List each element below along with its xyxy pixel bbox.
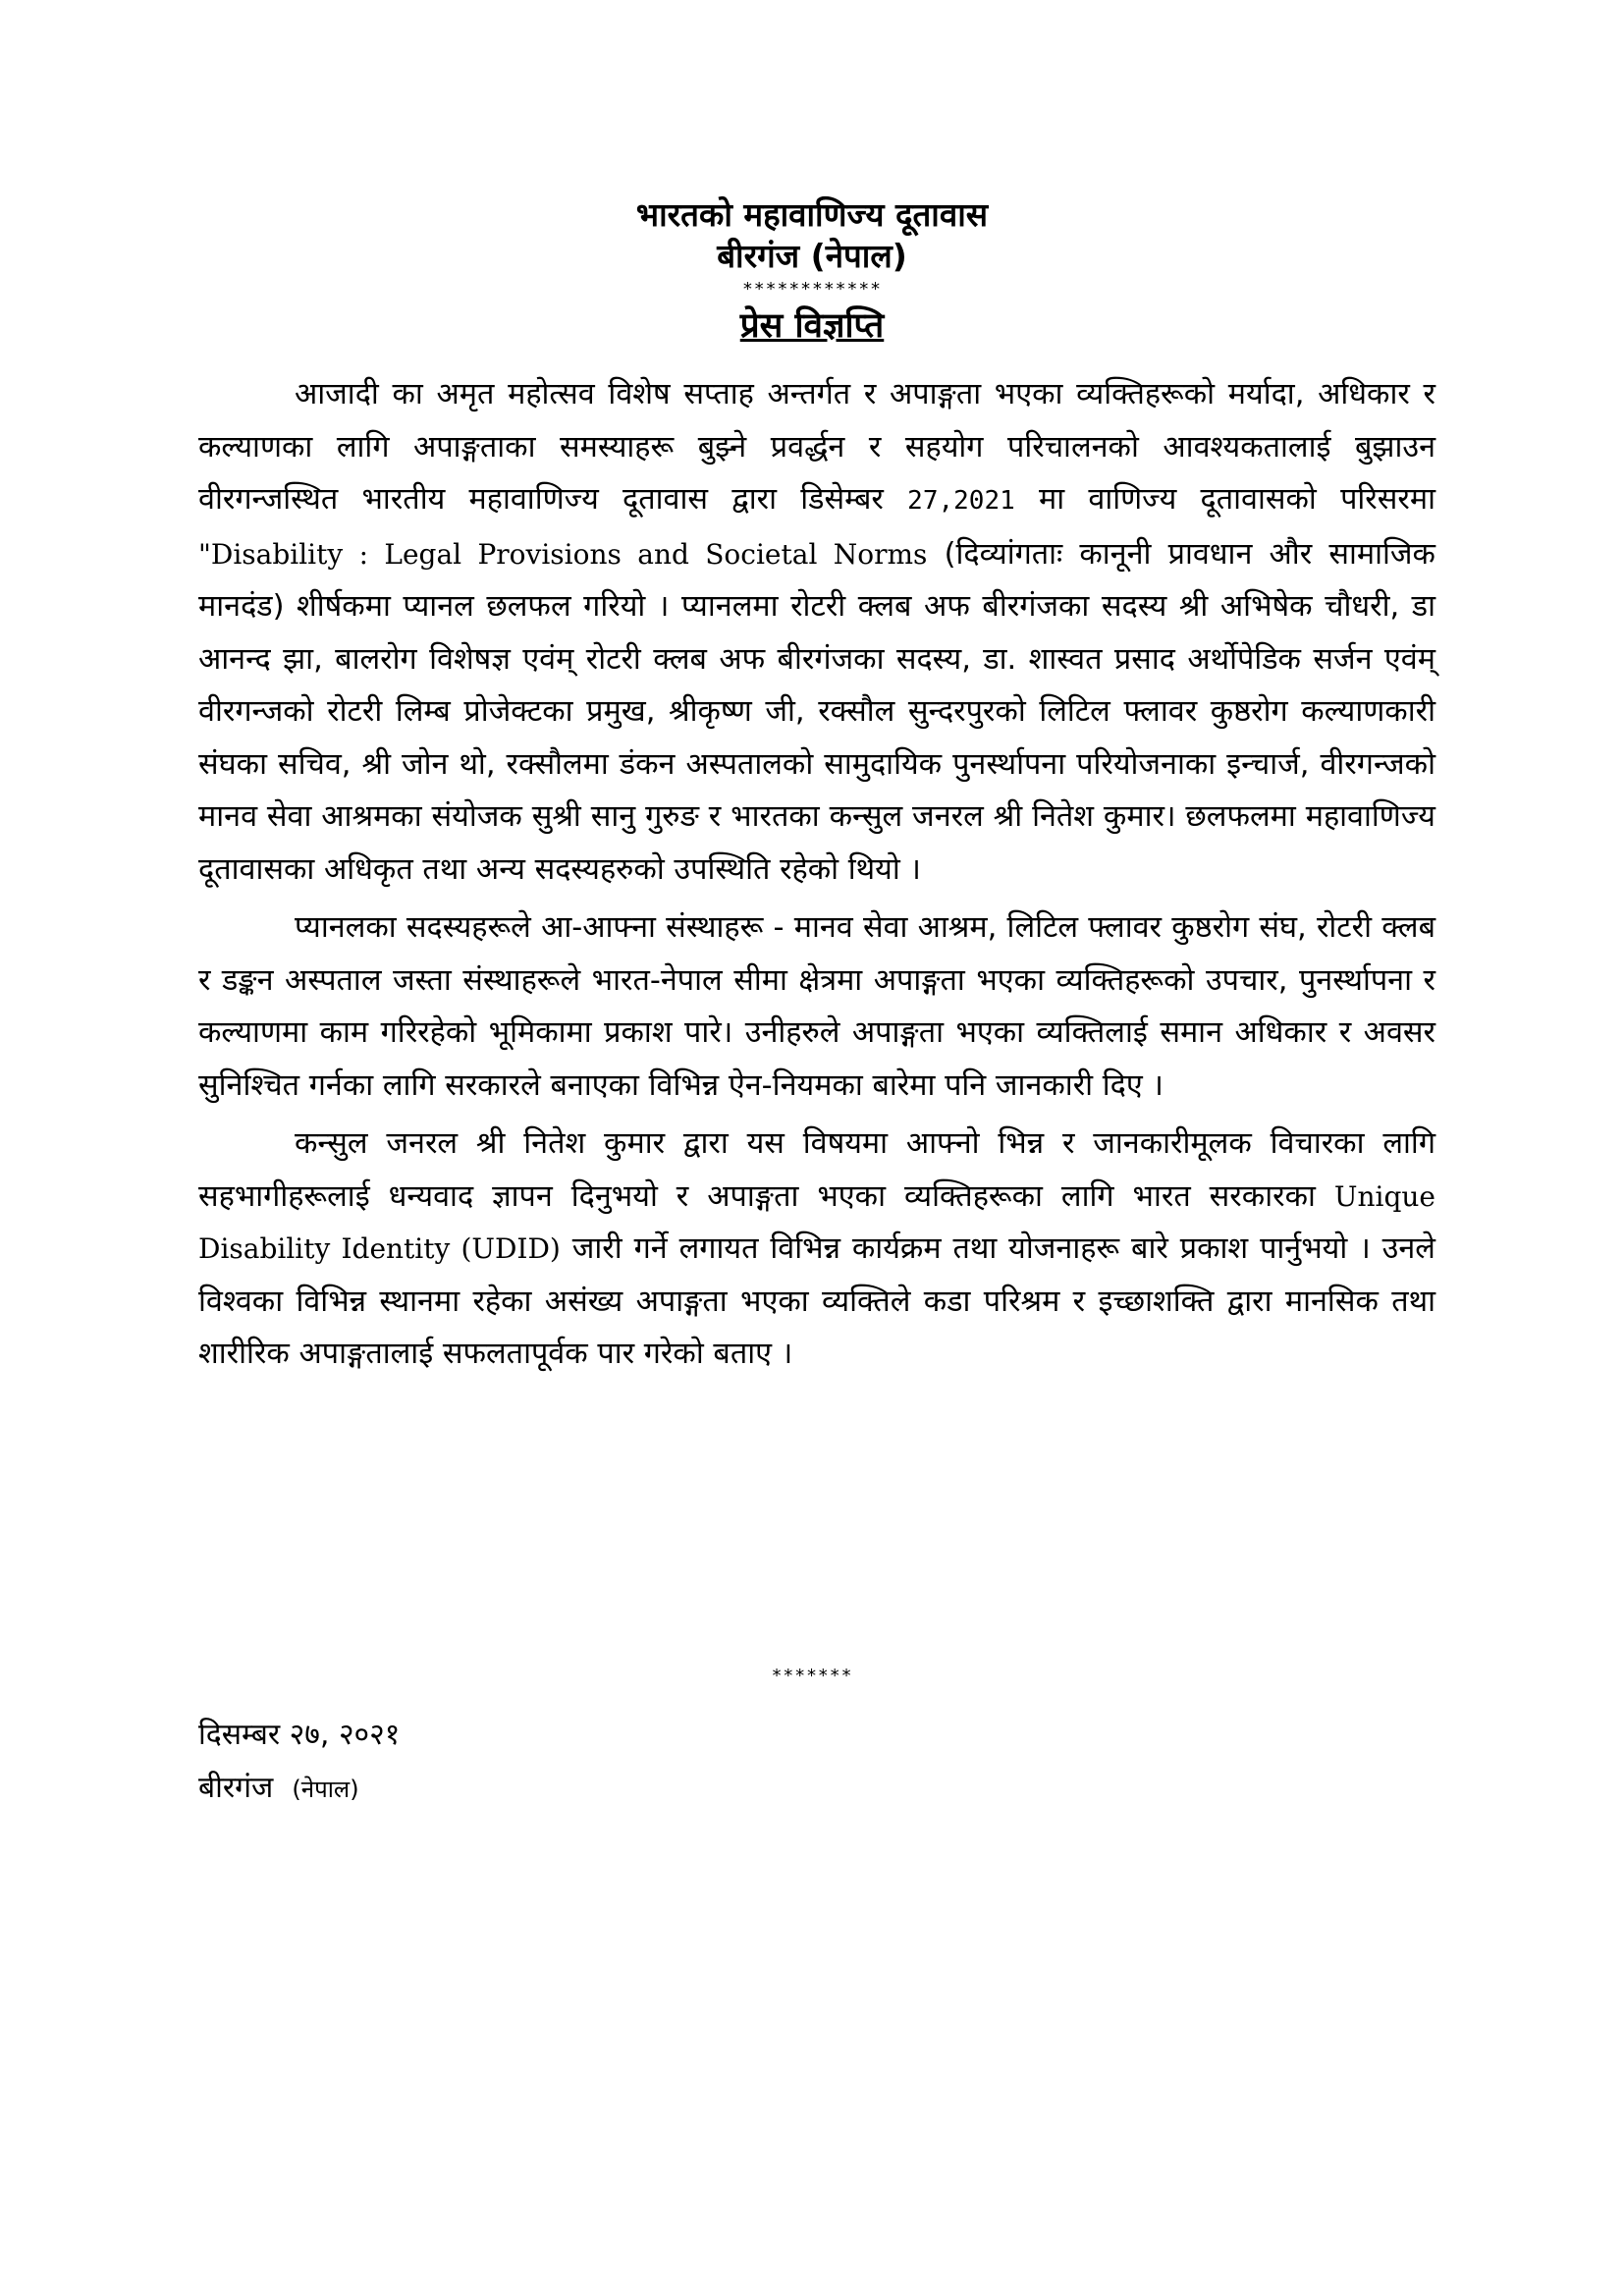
paragraph-2: प्यानलका सदस्यहरूले आ-आफ्ना संस्थाहरू - मानव सेवा आश्रम, लिटिल फ्लावर कुष्ठरोग संघ, रोटरी क्लब र डङ्कन अस्पताल जस्ता संस्थाहरूले भारत-नेपाल सीमा क्षेत्रमा अपाङ्गता भएका व्यक्तिहरूको उपचार, पुनर्स्थापना र कल्याणमा काम गरिरहेको भूमिकामा प्रकाश पारे। उनीहरुले अपाङ्गता भएका व्यक्तिलाई समान अधिकार र अवसर सुनिश्चित गर्नका लागि सरकारले बनाएका विभिन्न ऐन-नियमका बारेमा पनि जानकारी दिए ।: [198, 910, 1435, 1103]
footer-place-main: बीरगंज: [198, 1771, 274, 1805]
paragraph-1-intro: आजादी का अमृत महोत्सव विशेष सप्ताह अन्तर्गत र अपाङ्गता भएका व्यक्तिहरूको मर्यादा, अधिकार र कल्याणका लागि अपाङ्गताका समस्याहरू बुझ्ने प्रवर्द्धन र सहयोग परिचालनको आवश्यकतालाई बुझाउन वीरगन्जस्थित भारतीय महावाणिज्य दूतावास द्वारा डिसेम्बर: [198, 377, 1435, 517]
paragraph-1-venue: मा वाणिज्य दूतावासको परिसरमा: [1039, 482, 1436, 517]
event-date: 27,2021: [907, 486, 1015, 516]
udid-name: Unique Disability Identity (UDID): [198, 1179, 1435, 1265]
closing-separator: *******: [771, 1666, 853, 1686]
panel-topic: "Disability : Legal Provisions and Societal Norms: [198, 537, 928, 571]
footer-date: दिसम्बर २७, २०२१: [198, 1718, 401, 1752]
paragraph-3-details: जारी गर्ने लगायत विभिन्न कार्यक्रम तथा योजनाहरू बारे प्रकाश पार्नुभयो । उनले विश्वका विभिन्न स्थानमा रहेका असंख्य अपाङ्गता भएका व्यक्तिले कडा परिश्रम र इच्छाशक्ति द्वारा मानसिक तथा शारीरिक अपाङ्गतालाई सफलतापूर्वक पार गरेको बताए ।: [198, 1231, 1435, 1371]
footer-place: [198, 1762, 400, 1816]
document-header: [0, 194, 1624, 350]
press-release-title: प्रेस विज्ञप्ति: [739, 306, 885, 346]
press-release-body: [198, 368, 1435, 1387]
header-separator: ************: [741, 279, 883, 300]
paragraph-1: [198, 368, 1435, 896]
consulate-location: बीरगंज (नेपाल): [717, 237, 907, 275]
document-footer: [198, 1709, 400, 1816]
consulate-name: भारतको महावाणिज्य दूतावास: [635, 195, 989, 234]
footer-place-country: (नेपाल): [292, 1776, 359, 1803]
paragraph-1-details: (दिव्यांगताः कानूनी प्रावधान और सामाजिक मानदंड) शीर्षकमा प्यानल छलफल गरियो । प्यानलमा रोटरी क्लब अफ बीरगंजका सदस्य श्री अभिषेक चौधरी, डा आनन्द झा, बालरोग विशेषज्ञ एवंम् रोटरी क्लब अफ बीरगंजका सदस्य, डा. शास्वत प्रसाद अर्थोपेडिक सर्जन एवंम् वीरगन्जको रोटरी लिम्ब प्रोजेक्टका प्रमुख, श्रीकृष्ण जी, रक्सौल सुन्दरपुरको लिटिल फ्लावर कुष्ठरोग कल्याणकारी संघका सचिव, श्री जोन थो, रक्सौलमा डंकन अस्पतालको सामुदायिक पुनर्स्थापना परियोजनाका इन्चार्ज, वीरगन्जको मानव सेवा आश्रमका संयोजक सुश्री सानु गुरुङ र भारतका कन्सुल जनरल श्री नितेश कुमार। छलफलमा महावाणिज्य दूतावासका अधिकृत तथा अन्य सदस्यहरुको उपस्थिति रहेको थियो ।: [198, 536, 1435, 887]
paragraph-3-intro: कन्सुल जनरल श्री नितेश कुमार द्वारा यस विषयमा आफ्नो भिन्न र जानकारीमूलक विचारका लागि सहभागीहरूलाई धन्यवाद ज्ञापन दिनुभयो र अपाङ्गता भएका व्यक्तिहरूका लागि भारत सरकारका: [198, 1126, 1435, 1214]
paragraph-3: [198, 1118, 1435, 1381]
